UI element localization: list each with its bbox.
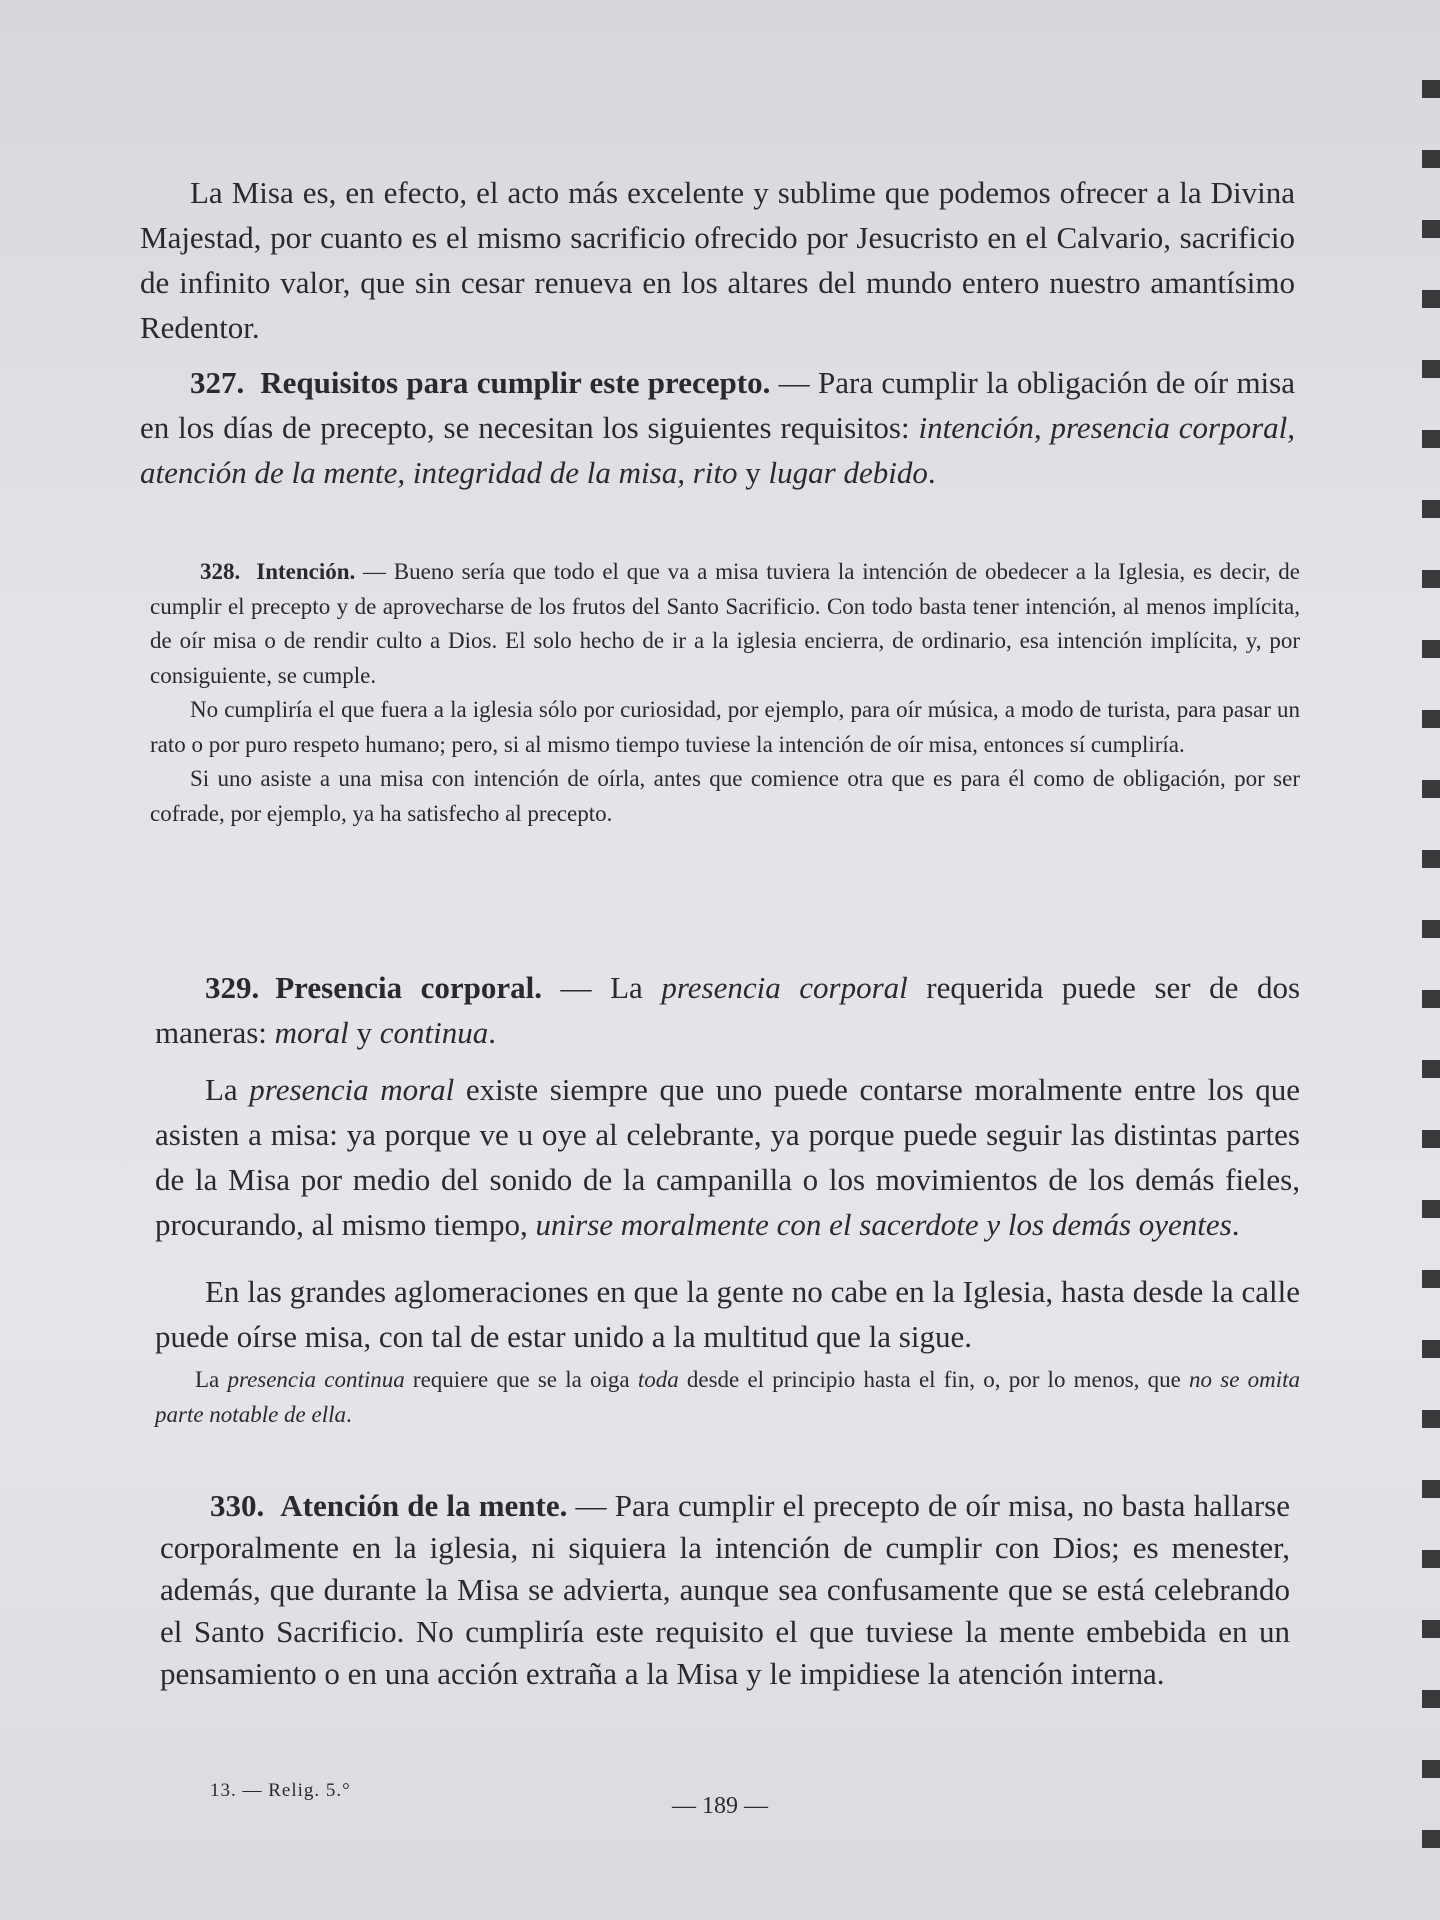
section-text: La: [205, 1072, 250, 1107]
section-text: desde el principio hasta el fin, o, por lo menos, que: [678, 1367, 1190, 1392]
section-329-paragraph: [155, 965, 1300, 1055]
emphasis-text: intención, presencia corporal, atención de la mente, integridad de la misa, rito: [140, 410, 1295, 490]
section-text: requerida puede ser de dos maneras:: [155, 970, 1301, 1050]
section-text: .: [927, 455, 936, 490]
section-330-paragraph: [160, 1485, 1290, 1695]
section-heading: Intención.: [256, 559, 356, 584]
section-text: La: [195, 1367, 228, 1392]
section-text: existe siempre que uno puede contarse moralmente entre los que asisten a misa: ya porque ve u oye al celebrante, ya porque puede seguir las distintas partes de la Misa por medio del sonido de la campanilla o los movimientos de los demás fieles, procurando, al mismo tiempo,: [155, 1072, 1300, 1242]
section-heading: Presencia corporal.: [275, 970, 543, 1005]
section-text: requiere que se la oiga: [404, 1367, 638, 1392]
section-text: .: [346, 1401, 352, 1427]
section-329-paragraph-2: [155, 1067, 1300, 1247]
section-328-paragraph-3: Si uno asiste a una misa con intención de oírla, antes que comience otra que es para él como de obligación, por ser cofrade, por ejemplo, ya ha satisfecho al precepto.: [150, 766, 1300, 826]
emphasis-text: continua: [379, 1015, 489, 1050]
section-number: 328.: [200, 559, 241, 584]
page-number: — 189 —: [672, 1793, 768, 1819]
spiral-binding: [1422, 40, 1440, 1900]
section-text: — Para cumplir el precepto de oír misa, no basta hallarse corporalmente en la iglesia, ni siquiera la intención de cumplir con Dios; es menester, además, que durante la Misa se advierta, aunque sea confusamente que se está celebrando el Santo Sacrificio. No cumpliría este requisito el que tuviese la mente embebida en un pensamiento o en una acción extraña a la Misa y le impidiese la atención interna.: [160, 1488, 1290, 1691]
emphasis-text: no se omita parte notable de ella: [155, 1367, 1300, 1427]
emphasis-text: presencia corporal: [661, 970, 908, 1005]
section-327-paragraph: [140, 360, 1295, 495]
emphasis-text: moral: [274, 1015, 349, 1050]
section-text: — Para cumplir la obligación de oír misa en los días de precepto, se necesitan los siguientes requisitos:: [140, 365, 1295, 445]
intro-block: [140, 170, 1295, 362]
section-text: .: [1231, 1207, 1240, 1242]
section-number: 329.: [205, 970, 260, 1005]
section-330: [160, 1485, 1290, 1707]
section-327: [140, 360, 1295, 507]
emphasis-text: unirse moralmente con el sacerdote y los demás oyentes: [535, 1207, 1232, 1242]
emphasis-text: presencia moral: [249, 1072, 455, 1107]
section-heading: Atención de la mente.: [280, 1488, 568, 1523]
section-329: [155, 965, 1300, 1432]
intro-paragraph: La Misa es, en efecto, el acto más excelente y sublime que podemos ofrecer a la Divina Majestad, por cuanto es el mismo sacrificio ofrecido por Jesucristo en el Calvario, sacrificio de infinito valor, que sin cesar renueva en los altares del mundo entero nuestro amantísimo Redentor.: [140, 175, 1295, 345]
section-328: [150, 555, 1300, 831]
section-328-paragraph-2: No cumpliría el que fuera a la iglesia sólo por curiosidad, por ejemplo, para oír música, a modo de turista, para pasar un rato o por puro respeto humano; pero, si al mismo tiempo tuviese la intención de oír misa, entonces sí cumpliría.: [150, 697, 1300, 757]
emphasis-text: presencia continua: [227, 1367, 405, 1392]
section-text: .: [488, 1015, 496, 1050]
emphasis-text: toda: [637, 1367, 679, 1392]
emphasis-text: lugar debido: [768, 455, 928, 490]
section-text: y: [737, 455, 769, 490]
section-text: y: [348, 1015, 380, 1050]
section-328-paragraph: [150, 555, 1300, 693]
section-text: — Bueno sería que todo el que va a misa tuviera la intención de obedecer a la Iglesia, es decir, de cumplir el precepto y de aprovecharse de los frutos del Santo Sacrificio. Con todo basta tener intención, al menos implícita, de oír misa o de rendir culto a Dios. El solo hecho de ir a la iglesia encierra, de ordinario, esa intención implícita, y, por consiguiente, se cumple.: [150, 559, 1300, 688]
section-text: — La: [542, 970, 662, 1005]
section-number: 327.: [190, 365, 245, 400]
printer-signature: 13. — Relig. 5.°: [210, 1780, 351, 1801]
section-number: 330.: [210, 1488, 265, 1523]
section-heading: Requisitos para cumplir este precepto.: [260, 365, 771, 400]
section-329-paragraph-3: En las grandes aglomeraciones en que la gente no cabe en la Iglesia, hasta desde la calle puede oírse misa, con tal de estar unido a la multitud que la sigue.: [155, 1274, 1300, 1354]
section-329-paragraph-4: [155, 1363, 1300, 1432]
